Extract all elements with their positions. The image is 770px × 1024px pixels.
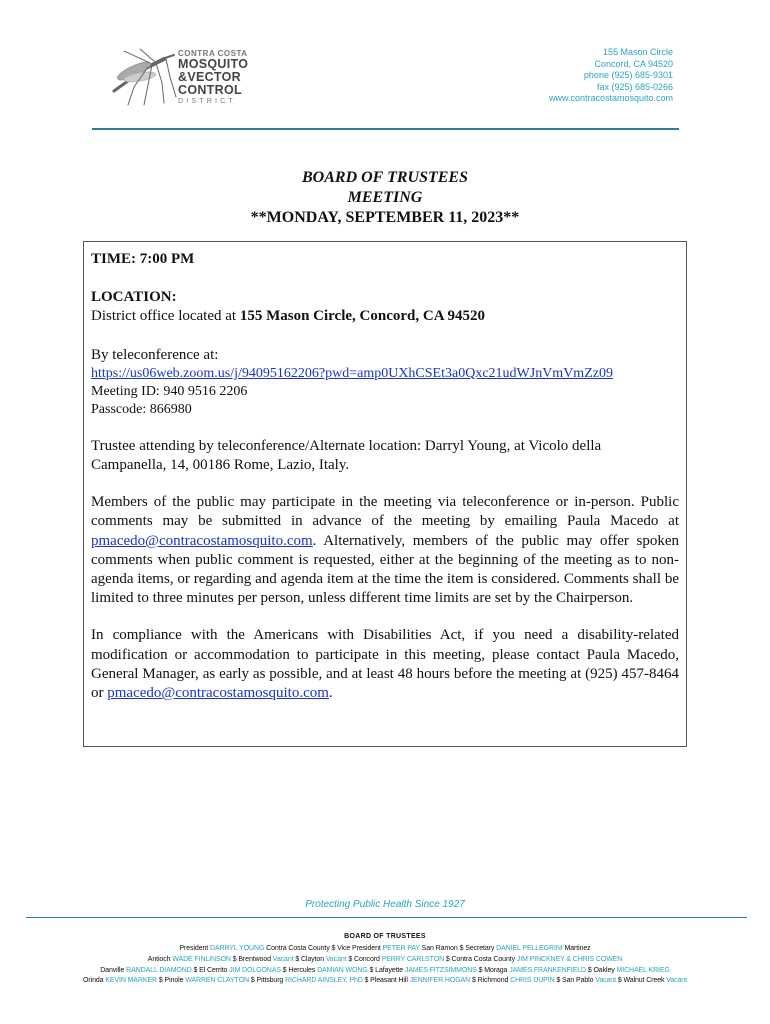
trustee-name: JENNIFER HOGAN (409, 977, 471, 984)
tagline: Protecting Public Health Since 1927 (305, 899, 465, 910)
public-comment-text-cont: . Alternatively, members of the public may offer spoken comments when public comment is requested, either at the beginning of the meeting as to non-agenda items, or regarding and agenda item at the time the item is considered. Comments shall be limited to three minutes per person, unless different time limits are set by the Chairperson. (91, 532, 679, 607)
trustee-name: JIM PINCKNEY & CHRIS COWEN (516, 956, 623, 963)
roster-text: Antioch (147, 956, 173, 963)
trustee-alternate-location: Trustee attending by teleconference/Alternate location: Darryl Young, at Vicolo della Campanella, 14, 00186 Rome, Lazio, Italy. (91, 437, 602, 474)
trustee-name: Vacant (595, 977, 616, 984)
meeting-title (0, 168, 770, 228)
roster-text: $ Hercules (280, 967, 318, 974)
trustee-name: WARREN CLAYTON (185, 977, 250, 984)
address-phone: phone (925) 685-9301 (583, 70, 673, 80)
trustee-name: KEVIN MARKER (105, 977, 158, 984)
ada-text: In compliance with the Americans with Disabilities Act, if you need a disability-related modification or accommodation to participate in this meeting, please contact Paula Macedo, General Manager, as early as possible, and at least 48 hours before the meeting at (925) 457-8464 or (91, 627, 679, 702)
logo-line: &VECTOR (178, 70, 241, 84)
roster-text: $ Concord (346, 956, 382, 963)
address-fax: fax (925) 685-0266 (596, 81, 673, 92)
location-text (91, 307, 679, 326)
logo-line: CONTROL (178, 83, 242, 97)
roster-text: Orinda (83, 977, 106, 984)
roster-text: President (179, 945, 211, 952)
trustee-name: DARRYL YOUNG (210, 945, 265, 952)
district-logo (104, 47, 254, 109)
trustee-name: MICHAEL KRIEG (616, 967, 670, 974)
mosquito-icon (104, 47, 180, 109)
trustee-name: Vacant (272, 956, 294, 963)
roster-text: $ Walnut Creek (615, 977, 667, 984)
trustee-name: DAMIAN WONG (317, 967, 368, 974)
meeting-notice-box (83, 241, 687, 747)
board-title: BOARD OF TRUSTEES (344, 933, 426, 940)
roster-text: Danville (100, 967, 127, 974)
roster-text: Martinez (562, 945, 591, 952)
roster-text: $ Clayton (293, 956, 326, 963)
roster-text: $ Lafayette (367, 967, 405, 974)
trustee-name: RANDALL DIAMOND (126, 967, 192, 974)
board-roster-line-4 (0, 977, 770, 984)
header-divider (92, 128, 679, 130)
address-street: 155 Mason Circle (602, 47, 673, 57)
trustee-name: RICHARD AINSLEY, PhD (285, 977, 363, 984)
passcode: Passcode: 866980 (91, 401, 192, 417)
title-line: MEETING (347, 189, 423, 206)
roster-text: San Ramon $ Secretary (419, 945, 497, 952)
trustee-name: CHRIS DUPIN (510, 977, 555, 984)
location-prefix: District office located at (91, 308, 240, 325)
roster-text: $ Pittsburg (249, 977, 286, 984)
roster-text: $ Contra Costa County (444, 956, 517, 963)
trustee-name: WADE FINLINSON (172, 956, 231, 963)
meeting-time: TIME: 7:00 PM (91, 251, 195, 267)
trustee-name: JIM DOLGONAS (229, 967, 281, 974)
roster-text: $ El Cerrito (191, 967, 230, 974)
public-comment-text: Members of the public may participate in the meeting via teleconference or in-person. Public comments may be submitted in advance of the meeting by emailing Paula Macedo at (91, 494, 679, 530)
trustee-name: PETER PAY (382, 945, 420, 952)
logo-line: CONTRA COSTA (178, 49, 248, 58)
address-website[interactable]: www.contracostamosquito.com (548, 93, 673, 103)
logo-line: MOSQUITO (178, 57, 249, 71)
footer-divider (26, 917, 747, 918)
board-roster-line-2 (0, 956, 770, 963)
trustee-name: Vacant (666, 977, 687, 984)
trustee-name: Vacant (325, 956, 347, 963)
roster-text: $ Oakley (585, 967, 617, 974)
email-link[interactable]: pmacedo@contracostamosquito.com (91, 532, 313, 549)
ada-paragraph (91, 626, 679, 703)
trustee-name: JAMES FRANKENFIELD (509, 967, 586, 974)
roster-text: Contra Costa County $ Vice President (264, 945, 383, 952)
roster-text: $ Brentwood (230, 956, 273, 963)
title-line: BOARD OF TRUSTEES (302, 169, 468, 186)
address-city: Concord, CA 94520 (594, 58, 673, 69)
roster-text: $ San Pablo (554, 977, 596, 984)
board-roster-line-1 (0, 945, 770, 952)
roster-text: $ Moraga (476, 967, 510, 974)
teleconference-label: By teleconference at: (91, 346, 219, 363)
logo-wordmark (178, 50, 248, 105)
roster-text: $ Pinole (157, 977, 186, 984)
location-label: LOCATION: (91, 289, 177, 306)
public-comment-paragraph (91, 493, 679, 608)
trustee-name: PERRY CARLSTON (381, 956, 445, 963)
board-roster-line-3 (0, 967, 770, 974)
roster-text: $ Richmond (470, 977, 511, 984)
meeting-id: Meeting ID: 940 9516 2206 (91, 383, 248, 399)
zoom-link[interactable]: https://us06web.zoom.us/j/94095162206?pwd=amp0UXhCSEt3a0Qxc21udWJnVmVmZz09 (91, 365, 613, 381)
email-link[interactable]: pmacedo@contracostamosquito.com (107, 685, 329, 702)
trustee-name: JAMES FITZSIMMONS (404, 967, 477, 974)
meeting-date: **MONDAY, SEPTEMBER 11, 2023** (250, 209, 520, 226)
trustee-name: DANIEL PELLEGRINI (496, 945, 563, 952)
roster-text: $ Pleasant Hill (362, 977, 410, 984)
location-address: 155 Mason Circle, Concord, CA 94520 (239, 308, 485, 325)
ada-text-end: . (328, 685, 333, 702)
logo-line: DISTRICT (178, 98, 236, 105)
district-address (549, 47, 673, 105)
